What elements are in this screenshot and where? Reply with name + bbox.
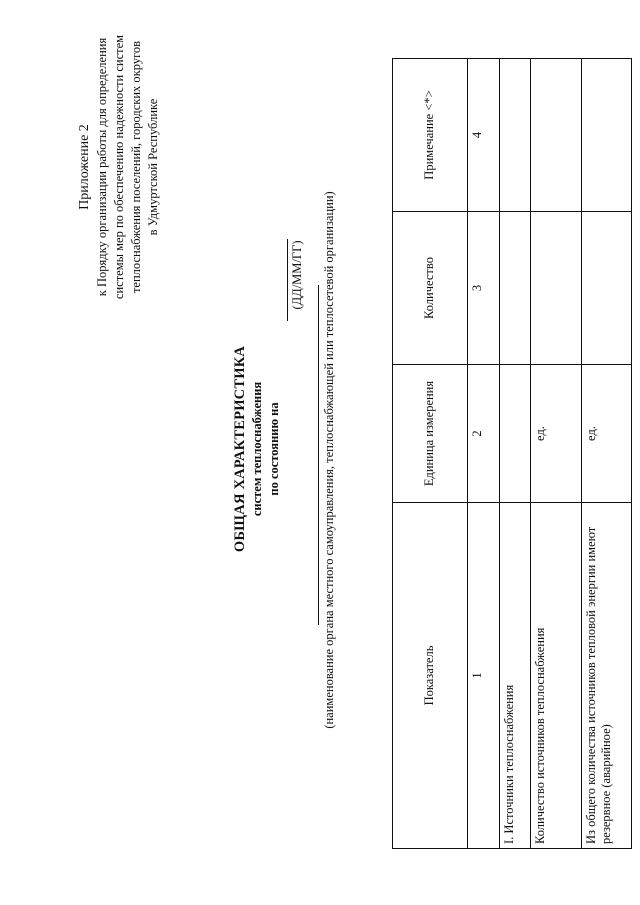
table-cell — [499, 59, 531, 212]
org-blank-line — [318, 285, 319, 625]
header-note: Примечание <*> — [393, 59, 468, 212]
column-number: 3 — [467, 212, 499, 365]
column-number: 2 — [467, 365, 499, 503]
column-number: 1 — [467, 503, 499, 849]
table-number-row — [467, 59, 499, 849]
table-header-row — [393, 59, 468, 849]
table-row — [531, 59, 581, 849]
as-of-label: по состоянию на — [267, 402, 281, 496]
appendix-title: Приложение 2 — [77, 124, 92, 210]
table-section-row — [499, 59, 531, 849]
note-cell — [531, 59, 581, 212]
note-cell — [581, 59, 631, 212]
date-blank-line — [287, 239, 288, 321]
indicator-cell: Из общего количества источников тепловой энергии имеют резервное (аварийное) — [581, 503, 631, 849]
org-hint: (наименование органа местного самоуправления, теплоснабжающей или теплосетевой организации) — [322, 191, 336, 729]
indicator-cell: Количество источников теплоснабжения — [531, 503, 581, 849]
table-row — [581, 59, 631, 849]
table-cell — [499, 212, 531, 365]
appendix-line: системы мер по обеспечению надежности систем — [112, 34, 126, 300]
appendix-line: в Удмуртской Республике — [146, 98, 160, 236]
section-title: I. Источники теплоснабжения — [499, 503, 531, 849]
header-unit: Единица измерения — [393, 365, 468, 503]
column-number: 4 — [467, 59, 499, 212]
quantity-cell — [581, 212, 631, 365]
header-quantity: Количество — [393, 212, 468, 365]
unit-cell: ед. — [531, 365, 581, 503]
document-heading — [232, 229, 283, 669]
characteristics-table — [392, 58, 632, 849]
table-cell — [499, 365, 531, 503]
appendix-line: теплоснабжения поселений, городских округов — [129, 40, 143, 294]
header-indicator: Показатель — [393, 503, 468, 849]
appendix-block — [76, 17, 162, 317]
document-subtitle: систем теплоснабжения — [250, 381, 264, 517]
appendix-line: к Порядку организации работы для определения — [95, 37, 109, 297]
document-title: ОБЩАЯ ХАРАКТЕРИСТИКА — [232, 345, 248, 553]
unit-cell: ед. — [581, 365, 631, 503]
date-hint: (ДД/ММ/ГГ) — [290, 240, 304, 310]
quantity-cell — [531, 212, 581, 365]
